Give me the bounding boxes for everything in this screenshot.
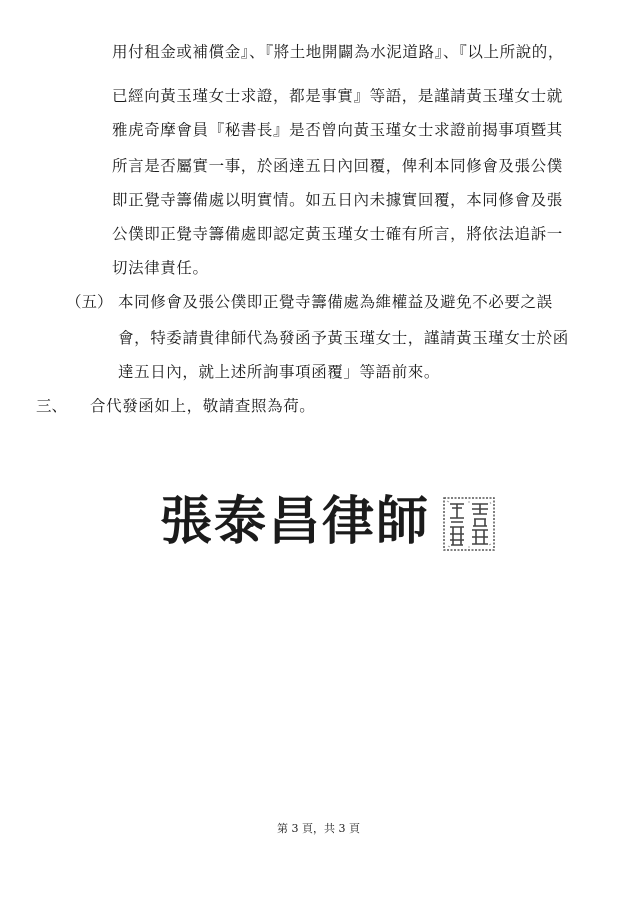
body-line-5: 即正覺寺籌備處以明實情。如五日內未據實回覆，本同修會及張 [112, 191, 563, 209]
item-5-label: （五） [66, 293, 113, 311]
section-3-text: 合代發函如上，敬請查照為荷。 [90, 397, 316, 415]
item-5-line-1: 本同修會及張公僕即正覺寺籌備處為維權益及避免不必要之誤 [118, 293, 553, 311]
item-5-line-2: 會，特委請貴律師代為發函予黃玉瑾女士，謹請黃玉瑾女士於函 [118, 329, 569, 347]
body-line-2: 已經向黃玉瑾女士求證，都是事實』等語，是謹請黃玉瑾女士就 [112, 87, 563, 105]
section-3-label: 三、 [36, 397, 68, 415]
page-number: 第 3 頁，共 3 頁 [277, 822, 360, 835]
item-5-line-3: 達五日內，就上述所詢事項函覆」等語前來。 [118, 363, 441, 381]
lawyer-signature: 張泰昌律師 [160, 491, 431, 552]
body-line-7: 切法律責任。 [112, 259, 209, 277]
body-line-3: 雅虎奇摩會員『秘書長』是否曾向黃玉瑾女士求證前揭事項暨其 [112, 121, 563, 139]
body-line-6: 公僕即正覺寺籌備處即認定黃玉瑾女士確有所言，將依法追訴一 [112, 225, 563, 243]
lawyer-seal-stamp [442, 496, 496, 552]
body-line-4: 所言是否屬實一事，於函達五日內回覆，俾利本同修會及張公僕 [112, 157, 563, 175]
body-line-1: 用付租金或補償金』、『將土地開闢為水泥道路』、『以上所說的， [112, 43, 565, 61]
